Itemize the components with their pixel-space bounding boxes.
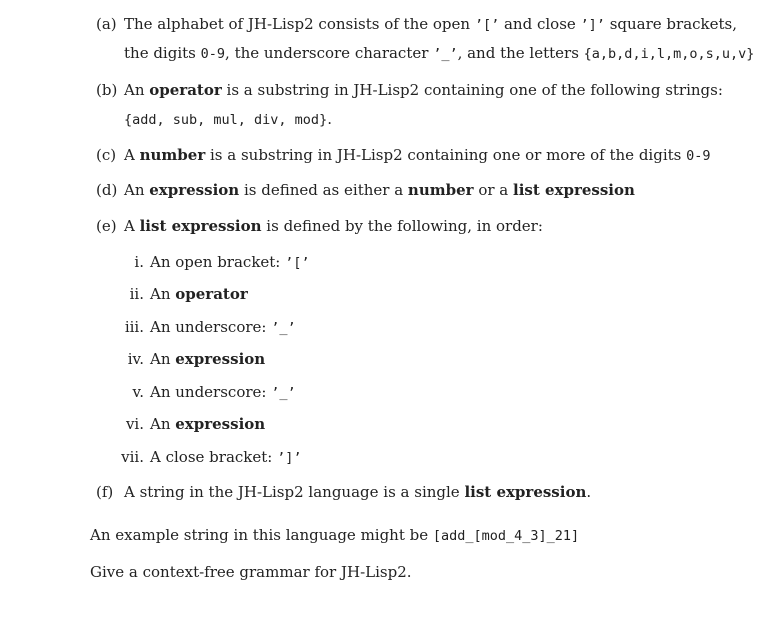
sub-item-label: v. <box>132 383 144 401</box>
sub-item-label: i. <box>134 253 144 271</box>
item-e <box>96 216 543 236</box>
sub-item-code: ’[’ <box>285 255 310 271</box>
sub-item-text: An open bracket: <box>150 253 286 271</box>
item-c <box>96 145 711 166</box>
sub-item-term: expression <box>175 415 266 433</box>
sub-item-term: operator <box>175 285 248 303</box>
sub-item-term: expression <box>175 350 266 368</box>
letters-code: {a,b,d,i,l,m,o,s,u,v} <box>583 46 755 62</box>
item-a-digits-pre: the digits <box>124 44 201 62</box>
sub-item-ii <box>120 284 248 304</box>
sub-item-i <box>120 252 310 273</box>
item-c-post: is a substring in JH-Lisp2 containing one or more of the digits <box>205 146 687 164</box>
item-a-underscore-pre: , the underscore character <box>225 44 434 62</box>
item-b-line-1 <box>96 80 723 100</box>
item-f-label: (f) <box>96 483 114 501</box>
sub-item-label: vi. <box>125 415 144 433</box>
underscore-code: ’_’ <box>433 46 458 62</box>
sub-item-text: An <box>150 350 176 368</box>
sub-item-iv <box>120 349 265 369</box>
item-d-mid: is defined as either a <box>239 181 408 199</box>
sub-item-vi <box>120 414 265 434</box>
item-f-post: . <box>586 483 592 501</box>
term-number-2: number <box>407 181 474 199</box>
digits-code: 0-9 <box>200 46 226 62</box>
sub-item-label: ii. <box>129 285 144 303</box>
sub-item-code: ’]’ <box>277 450 302 466</box>
item-b-post: is a substring in JH-Lisp2 containing one of the following strings: <box>221 81 723 99</box>
item-f-pre: A string in the JH-Lisp2 language is a single <box>124 483 465 501</box>
sub-item-text: An <box>150 285 176 303</box>
sub-item-text: A close bracket: <box>150 448 278 466</box>
term-list-expression-def: list expression <box>139 217 262 235</box>
item-b-pre: An <box>124 81 150 99</box>
example-text: An example string in this language might be <box>90 526 433 544</box>
sub-item-label: vii. <box>121 448 144 466</box>
sub-item-code: ’_’ <box>271 320 296 336</box>
item-c-digits-code: 0-9 <box>686 148 711 164</box>
term-number: number <box>139 146 206 164</box>
item-a-label: (a) <box>96 15 117 33</box>
sub-item-text: An underscore: <box>150 383 272 401</box>
task-line: Give a context-free grammar for JH-Lisp2. <box>90 563 412 581</box>
item-e-post: is defined by the following, in order: <box>261 217 543 235</box>
item-e-pre: A <box>124 217 140 235</box>
close-bracket-code: ’]’ <box>580 17 605 33</box>
item-c-label: (c) <box>96 146 117 164</box>
item-d-pre: An <box>124 181 150 199</box>
term-list-expression-f: list expression <box>464 483 587 501</box>
operators-code: {add, sub, mul, div, mod} <box>124 112 328 128</box>
item-b-period: . <box>327 110 332 128</box>
item-a-text-mid: and close <box>499 15 581 33</box>
open-bracket-code: ’[’ <box>474 17 500 33</box>
item-b-line-2 <box>124 109 332 130</box>
sub-item-label: iii. <box>124 318 144 336</box>
sub-item-v <box>120 382 296 403</box>
item-e-label: (e) <box>96 217 117 235</box>
sub-item-vii <box>120 447 302 468</box>
sub-item-code: ’_’ <box>271 385 296 401</box>
term-operator: operator <box>149 81 222 99</box>
item-d <box>96 180 635 200</box>
item-c-pre: A <box>124 146 140 164</box>
item-a-text: The alphabet of JH-Lisp2 consists of the open <box>124 15 475 33</box>
example-code: [add_[mod_4_3]_21] <box>432 528 580 544</box>
sub-item-label: iv. <box>127 350 144 368</box>
item-a-letters-pre: , and the letters <box>457 44 584 62</box>
sub-item-iii <box>120 317 296 338</box>
term-expression: expression <box>149 181 240 199</box>
item-b-label: (b) <box>96 81 118 99</box>
item-d-label: (d) <box>96 181 118 199</box>
sub-item-text: An underscore: <box>150 318 272 336</box>
item-a-line-1 <box>96 14 737 35</box>
item-a-line-2 <box>124 43 754 64</box>
term-list-expression: list expression <box>513 181 635 199</box>
item-d-mid2: or a <box>473 181 513 199</box>
sub-item-text: An <box>150 415 176 433</box>
item-f <box>96 482 591 502</box>
item-a-text-end: square brackets, <box>604 15 738 33</box>
example-line <box>90 525 579 546</box>
